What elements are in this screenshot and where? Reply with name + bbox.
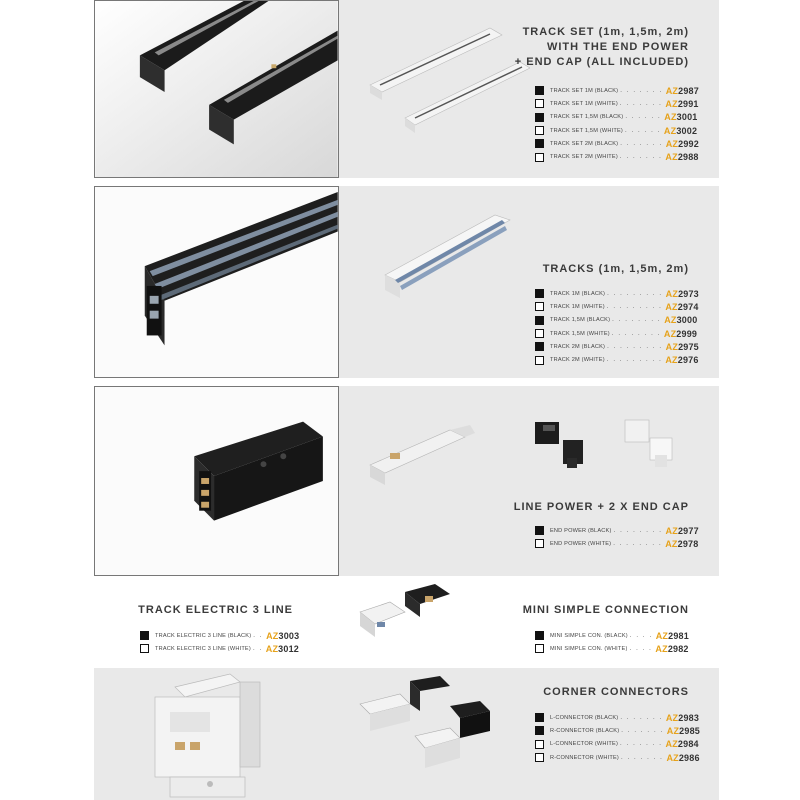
product-code-prefix: AZ [665, 85, 679, 96]
tracks-photo [94, 186, 339, 378]
product-code-prefix: AZ [665, 138, 679, 149]
checkbox-white-icon [535, 302, 544, 311]
track-set-title [515, 25, 689, 70]
product-code [655, 644, 688, 654]
tracks-white-image [380, 210, 520, 310]
product-code-number: 2975 [678, 341, 699, 352]
checkbox-white-icon [535, 99, 544, 108]
checkbox-black-icon [140, 631, 149, 640]
product-code-number: 3002 [676, 125, 698, 136]
end-cap-image [525, 410, 695, 485]
product-code [656, 631, 689, 641]
checkbox-white-icon [535, 740, 544, 749]
product-label: L-CONNECTOR (WHITE) [550, 741, 619, 748]
product-label: TRACK SET 2M (WHITE) [550, 154, 618, 161]
product-code-prefix: AZ [265, 643, 279, 654]
product-code-prefix: AZ [664, 315, 677, 326]
product-code-row [535, 84, 699, 97]
product-code-prefix: AZ [665, 538, 678, 549]
product-code [664, 112, 697, 122]
checkbox-white-icon [535, 153, 544, 162]
product-code-prefix: AZ [665, 301, 678, 312]
checkbox-black-icon [535, 342, 544, 351]
product-label: TRACK 2M (WHITE) [550, 357, 605, 364]
mini-simple-title: MINI SIMPLE CONNECTION [522, 604, 689, 616]
checkbox-white-icon [535, 644, 544, 653]
product-code-number: 2987 [678, 85, 699, 96]
track-set-title-line-1: TRACK SET (1m, 1,5m, 2m) [522, 26, 689, 38]
leader-dots: . . . . . . . [620, 754, 664, 761]
product-code-row [535, 137, 699, 150]
product-code-prefix: AZ [665, 712, 679, 723]
product-code [665, 539, 698, 549]
corner-title: CORNER CONNECTORS [543, 686, 689, 698]
leader-dots: . . . . . . . . . [606, 303, 663, 310]
product-code [666, 289, 699, 299]
product-label: TRACK SET 1,5M (BLACK) [550, 114, 624, 121]
product-code-prefix: AZ [663, 328, 677, 339]
product-code-prefix: AZ [664, 112, 677, 123]
product-code [266, 644, 299, 654]
product-code-number: 2981 [668, 630, 689, 641]
product-label: TRACK 2M (BLACK) [550, 343, 606, 350]
leader-dots: . . . . [629, 632, 653, 639]
product-code-prefix: AZ [665, 341, 679, 352]
product-code-number: 2988 [677, 152, 699, 163]
product-code-row [535, 287, 699, 300]
product-code-number: 2992 [678, 138, 699, 149]
product-code [666, 739, 699, 749]
product-code [666, 342, 699, 352]
checkbox-black-icon [535, 713, 544, 722]
leader-dots: . . . . . . [624, 127, 661, 134]
track-set-title-line-3: + END CAP (ALL INCLUDED) [514, 56, 689, 68]
leader-dots: . . . . . . . [620, 87, 663, 94]
product-code-number: 2978 [677, 538, 699, 549]
product-code-prefix: AZ [655, 630, 669, 641]
product-code-prefix: AZ [665, 739, 678, 750]
product-code-prefix: AZ [665, 152, 678, 163]
product-code-row [535, 751, 700, 764]
product-code-prefix: AZ [665, 355, 678, 366]
track-set-title-line-2: WITH THE END POWER [546, 41, 689, 53]
product-label: L-CONNECTOR (BLACK) [550, 714, 619, 721]
leader-dots: . . . . . . . [620, 140, 663, 147]
product-code [665, 302, 698, 312]
checkbox-black-icon [535, 139, 544, 148]
product-label: TRACK 1,5M (WHITE) [550, 330, 610, 337]
leader-dots: . . . . . . . [619, 100, 663, 107]
mini-simple-code-list [535, 629, 689, 656]
checkbox-white-icon [535, 329, 544, 338]
checkbox-white-icon [535, 539, 544, 548]
product-label: TRACK 1M (WHITE) [550, 303, 605, 310]
product-code-prefix: AZ [655, 643, 668, 654]
checkbox-black-icon [535, 726, 544, 735]
leader-dots: . . . . . . . . [611, 330, 661, 337]
leader-dots: . . [253, 632, 264, 639]
product-label: TRACK 1M (BLACK) [550, 290, 606, 297]
product-code-number: 2982 [667, 643, 689, 654]
product-code-row [535, 629, 689, 642]
track-set-code-list [535, 84, 699, 164]
leader-dots: . . . . . . . [621, 727, 664, 734]
corner-connectors-image [355, 676, 495, 776]
checkbox-black-icon [535, 86, 544, 95]
checkbox-white-icon [140, 644, 149, 653]
leader-dots: . . [252, 645, 263, 652]
product-code-prefix: AZ [663, 125, 677, 136]
product-code-number: 2973 [678, 288, 699, 299]
adapter-image [140, 672, 265, 800]
line-power-title: LINE POWER + 2 X END CAP [513, 501, 689, 513]
product-code [666, 86, 699, 96]
product-code-row [535, 124, 699, 137]
product-code-row [535, 97, 699, 110]
line-power-photo [94, 386, 339, 576]
product-code-row [535, 738, 700, 751]
line-power-code-list [535, 524, 699, 551]
product-code [666, 139, 699, 149]
product-code-row [535, 314, 699, 327]
track-electric-code-list [140, 629, 299, 656]
product-code-row [535, 340, 699, 353]
product-label: R-CONNECTOR (WHITE) [550, 754, 619, 761]
track-set-photo [94, 0, 339, 178]
checkbox-white-icon [535, 126, 544, 135]
leader-dots: . . . . . . . [620, 741, 663, 748]
product-code-prefix: AZ [666, 725, 680, 736]
product-code-prefix: AZ [665, 98, 678, 109]
product-label: MINI SIMPLE CON. (BLACK) [550, 632, 628, 639]
product-code [666, 526, 699, 536]
product-label: TRACK 1,5M (BLACK) [550, 317, 611, 324]
leader-dots: . . . . . . . [619, 154, 663, 161]
product-code-number: 3012 [278, 643, 299, 654]
checkbox-black-icon [535, 526, 544, 535]
product-label: TRACK SET 1,5M (WHITE) [550, 127, 623, 134]
corner-code-list [535, 711, 700, 764]
product-code-row [535, 327, 699, 340]
product-code-number: 2974 [677, 301, 699, 312]
product-code-prefix: AZ [666, 752, 679, 763]
product-code [664, 315, 697, 325]
product-code-prefix: AZ [665, 288, 679, 299]
leader-dots: . . . . . . . . [613, 527, 663, 534]
product-code-number: 2976 [677, 355, 699, 366]
product-code [667, 726, 700, 736]
product-code [665, 355, 698, 365]
checkbox-white-icon [535, 356, 544, 365]
product-code-number: 3000 [676, 315, 698, 326]
product-code-row [535, 711, 700, 724]
product-code-row [535, 524, 699, 537]
product-code-prefix: AZ [665, 525, 678, 536]
line-power-white-image [360, 415, 490, 495]
product-code-number: 2991 [677, 98, 699, 109]
leader-dots: . . . . . . . . . [607, 290, 663, 297]
product-code-row [535, 353, 699, 366]
leader-dots: . . . . . . . . . [607, 343, 663, 350]
tracks-code-list [535, 287, 699, 367]
leader-dots: . . . . . . . . . [606, 357, 663, 364]
leader-dots: . . . . . . . . [613, 540, 663, 547]
checkbox-black-icon [535, 113, 544, 122]
product-label: MINI SIMPLE CON. (WHITE) [550, 645, 628, 652]
product-code-row [140, 642, 299, 655]
track-set-white-image [340, 20, 530, 140]
product-code-row [535, 300, 699, 313]
product-label: R-CONNECTOR (BLACK) [550, 727, 620, 734]
mini-simple-image [355, 582, 465, 647]
leader-dots: . . . . . . . . [612, 317, 662, 324]
product-code-row [535, 724, 700, 737]
product-code [664, 126, 697, 136]
checkbox-black-icon [535, 631, 544, 640]
product-code-number: 2985 [679, 725, 700, 736]
product-label: TRACK SET 2M (BLACK) [550, 140, 619, 147]
checkbox-white-icon [535, 753, 544, 762]
product-label: TRACK ELECTRIC 3 LINE (WHITE) [155, 645, 251, 652]
leader-dots: . . . . . . . [620, 714, 663, 721]
product-code-row [535, 111, 699, 124]
product-code [664, 329, 697, 339]
product-code-row [140, 629, 299, 642]
product-code-number: 3003 [278, 630, 300, 641]
product-code-row [535, 642, 689, 655]
product-code-prefix: AZ [266, 630, 279, 641]
product-label: END POWER (BLACK) [550, 527, 612, 534]
product-code [266, 631, 299, 641]
product-label: TRACK SET 1M (BLACK) [550, 87, 619, 94]
product-label: TRACK SET 1M (WHITE) [550, 100, 618, 107]
product-code-row [535, 150, 699, 163]
track-electric-title: TRACK ELECTRIC 3 LINE [138, 604, 293, 616]
checkbox-black-icon [535, 316, 544, 325]
product-label: END POWER (WHITE) [550, 540, 612, 547]
leader-dots: . . . . . . [625, 114, 662, 121]
product-code [666, 713, 699, 723]
leader-dots: . . . . [629, 645, 653, 652]
product-code-number: 3001 [676, 112, 698, 123]
product-code-number: 2999 [676, 328, 698, 339]
product-code-number: 2986 [678, 752, 700, 763]
product-code [666, 753, 699, 763]
product-code-row [535, 537, 699, 550]
product-code [665, 99, 698, 109]
checkbox-black-icon [535, 289, 544, 298]
product-code-number: 2983 [678, 712, 700, 723]
tracks-title: TRACKS (1m, 1,5m, 2m) [542, 263, 689, 275]
product-label: TRACK ELECTRIC 3 LINE (BLACK) [155, 632, 252, 639]
product-code-number: 2977 [677, 525, 699, 536]
product-code [665, 152, 698, 162]
product-code-number: 2984 [677, 739, 699, 750]
